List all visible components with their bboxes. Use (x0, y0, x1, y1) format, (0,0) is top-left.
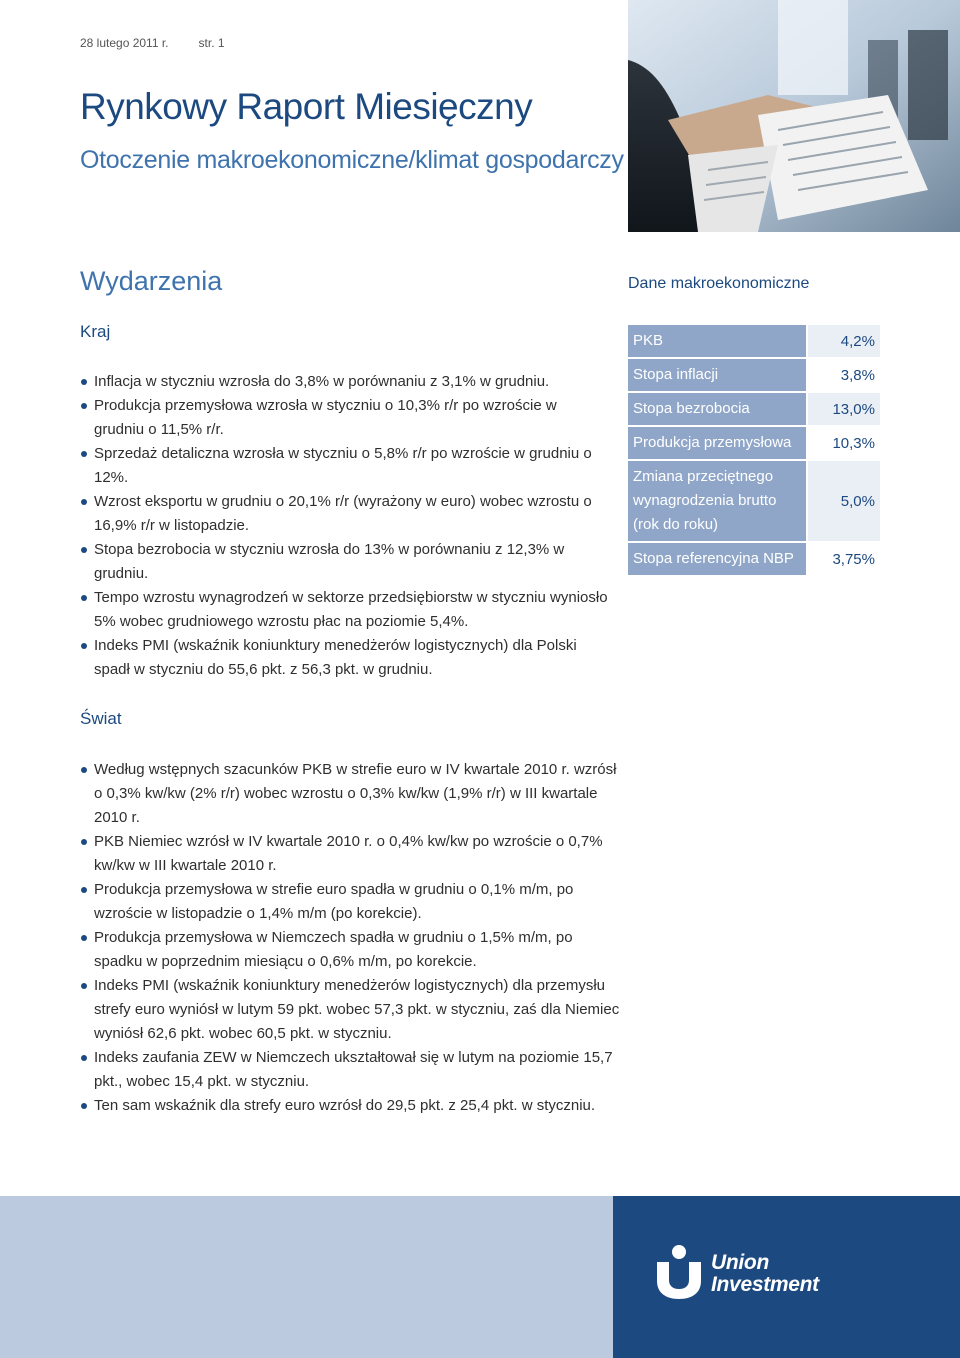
logo-line-2: Investment (711, 1273, 819, 1296)
list-item: Produkcja przemysłowa w strefie euro spadła w grudniu o 0,1% m/m, po wzroście w listopadzie o 1,4% m/m (po korekcie). (80, 878, 620, 926)
macro-label: Stopa referencyjna NBP (628, 543, 806, 575)
list-item: Indeks zaufania ZEW w Niemczech ukształtował się w lutym na poziomie 15,7 pkt., wobec 15,4 pkt. w styczniu. (80, 1046, 620, 1094)
table-row (628, 427, 880, 459)
events-title: Wydarzenia (80, 266, 223, 296)
macro-value: 4,2% (806, 325, 880, 357)
macro-value: 3,75% (806, 543, 880, 575)
list-item: Stopa bezrobocia w styczniu wzrosła do 13% w porównaniu z 12,3% w grudniu. (80, 538, 610, 586)
macro-label: Produkcja przemysłowa (628, 427, 806, 459)
kraj-list (80, 370, 610, 682)
macro-value: 3,8% (806, 359, 880, 391)
union-investment-logo (613, 1196, 960, 1358)
kraj-heading: Kraj (80, 322, 111, 341)
list-item: Sprzedaż detaliczna wzrosła w styczniu o 5,8% r/r po wzroście w grudniu o 12%. (80, 442, 610, 490)
macro-label: Zmiana przeciętnego wynagrodzenia brutto (rok do roku) (628, 461, 806, 541)
table-row (628, 461, 880, 541)
list-item: PKB Niemiec wzrósł w IV kwartale 2010 r. o 0,4% kw/kw po wzroście o 0,7% kw/kw w III kwartale 2010 r. (80, 830, 620, 878)
header-meta (80, 36, 225, 50)
swiat-heading: Świat (80, 709, 122, 728)
table-row (628, 543, 880, 575)
swiat-list (80, 758, 620, 1118)
macro-value: 13,0% (806, 393, 880, 425)
page-subtitle: Otoczenie makroekonomiczne/klimat gospodarczy (80, 146, 624, 174)
macro-table (628, 323, 880, 577)
table-row (628, 359, 880, 391)
list-item: Ten sam wskaźnik dla strefy euro wzrósł do 29,5 pkt. z 25,4 pkt. w styczniu. (80, 1094, 620, 1118)
report-date: 28 lutego 2011 r. (80, 36, 169, 50)
list-item: Indeks PMI (wskaźnik koniunktury menedżerów logistycznych) dla Polski spadł w styczniu do 55,6 pkt. z 56,3 pkt. w grudniu. (80, 634, 610, 682)
macro-title: Dane makroekonomiczne (628, 275, 810, 292)
macro-label: PKB (628, 325, 806, 357)
list-item: Według wstępnych szacunków PKB w strefie euro w IV kwartale 2010 r. wzrósł o 0,3% kw/kw (2% r/r) wobec wzrostu o 0,3% kw/kw (1,9% r/r) w III kwartale 2010 r. (80, 758, 620, 830)
logo-line-1: Union (711, 1251, 769, 1274)
macro-value: 10,3% (806, 427, 880, 459)
macro-label: Stopa inflacji (628, 359, 806, 391)
page-number: str. 1 (198, 36, 225, 50)
table-row (628, 325, 880, 357)
list-item: Produkcja przemysłowa wzrosła w styczniu o 10,3% r/r po wzroście w grudniu o 11,5% r/r. (80, 394, 610, 442)
business-photo-illustration (628, 0, 960, 232)
list-item: Produkcja przemysłowa w Niemczech spadła w grudniu o 1,5% m/m, po spadku w poprzednim miesiącu o 0,6% m/m, po korekcie. (80, 926, 620, 974)
table-row (628, 393, 880, 425)
macro-label: Stopa bezrobocia (628, 393, 806, 425)
logo-text (711, 1252, 819, 1296)
logo-mark-icon (653, 1244, 705, 1300)
list-item: Indeks PMI (wskaźnik koniunktury menedżerów logistycznych) dla przemysłu strefy euro wyniósł w lutym 59 pkt. wobec 57,3 pkt. w styczniu, zaś dla Niemiec wyniósł 62,6 pkt. wobec 60,5 pkt. w styczniu. (80, 974, 620, 1046)
list-item: Tempo wzrostu wynagrodzeń w sektorze przedsiębiorstw w styczniu wyniosło 5% wobec grudniowego wzrostu płac na poziomie 5,4%. (80, 586, 610, 634)
list-item: Wzrost eksportu w grudniu o 20,1% r/r (wyrażony w euro) wobec wzrostu o 16,9% r/r w listopadzie. (80, 490, 610, 538)
page-title: Rynkowy Raport Miesięczny (80, 86, 533, 127)
list-item: Inflacja w styczniu wzrosła do 3,8% w porównaniu z 3,1% w grudniu. (80, 370, 610, 394)
macro-value: 5,0% (806, 461, 880, 541)
header-photo (628, 0, 960, 232)
